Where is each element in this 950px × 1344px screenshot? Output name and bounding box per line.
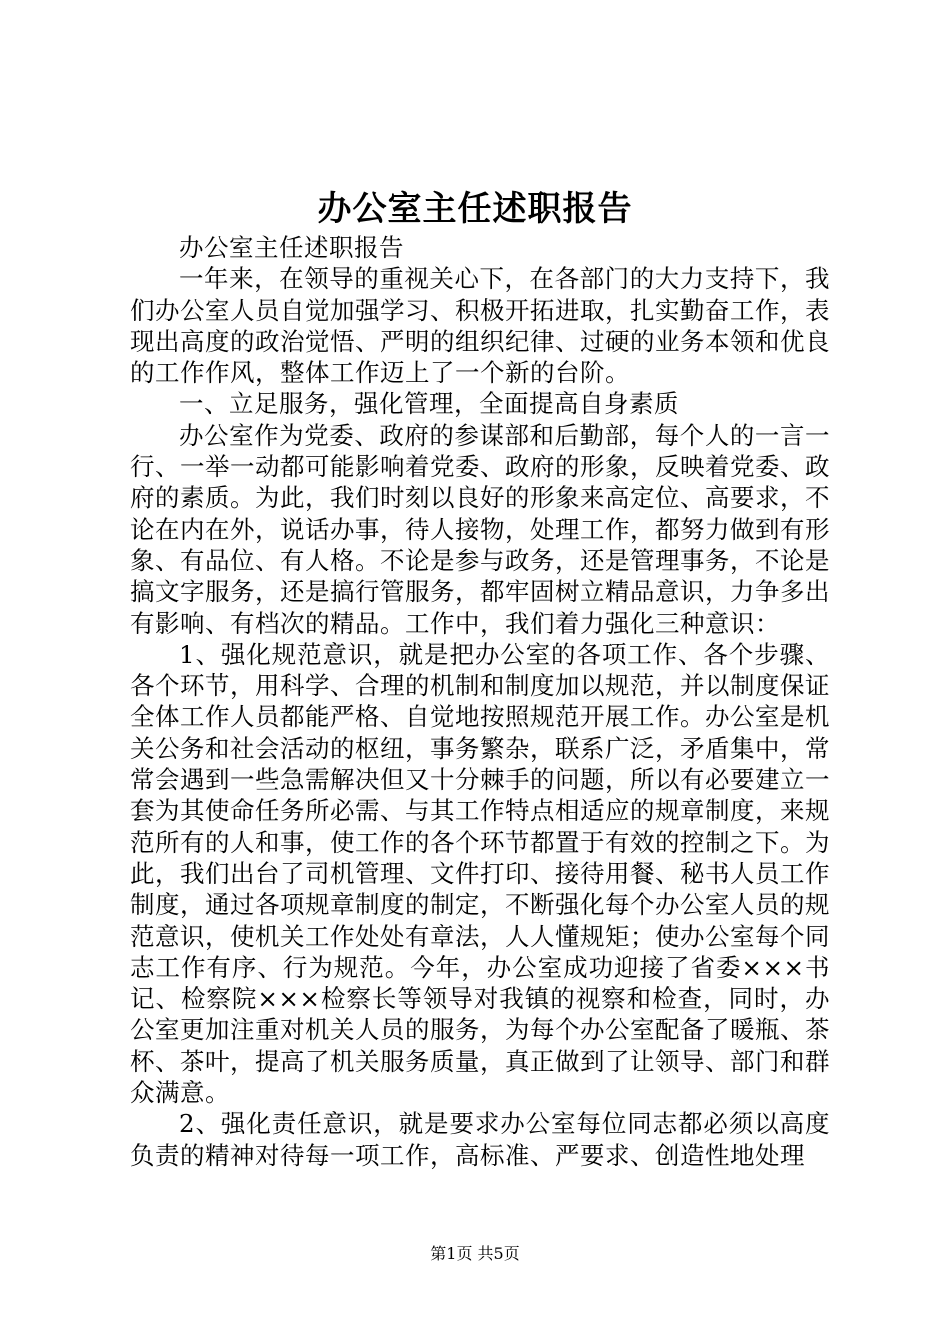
page-number-footer: 第1页 共5页 — [430, 1244, 520, 1263]
document-body — [130, 232, 830, 1171]
paragraph-item-1: 1、强化规范意识，就是把办公室的各项工作、各个步骤、各个环节，用科学、合理的机制和制度加以规范，并以制度保证全体工作人员都能严格、自觉地按照规范开展工作。办公室是机关公务和社会活动的枢纽，事务繁杂，联系广泛，矛盾集中，常常会遇到一些急需解决但又十分棘手的问题，所以有必要建立一套为其使命任务所必需、与其工作特点相适应的规章制度，来规范所有的人和事，使工作的各个环节都置于有效的控制之下。为此，我们出台了司机管理、文件打印、接待用餐、秘书人员工作制度，通过各项规章制度的制定，不断强化每个办公室人员的规范意识，使机关工作处处有章法，人人懂规矩；使办公室每个同志工作有序、行为规范。今年，办公室成功迎接了省委×××书记、检察院×××检察长等领导对我镇的视察和检查，同时，办公室更加注重对机关人员的服务，为每个办公室配备了暖瓶、茶杯、茶叶，提高了机关服务质量，真正做到了让领导、部门和群众满意。 — [130, 639, 830, 1108]
section-heading-1: 一、立足服务，强化管理，全面提高自身素质 — [179, 389, 679, 419]
paragraph-intro: 一年来，在领导的重视关心下，在各部门的大力支持下，我们办公室人员自觉加强学习、积极开拓进取，扎实勤奋工作，表现出高度的政治觉悟、严明的组织纪律、过硬的业务本领和优良的工作作风，整体工作迈上了一个新的台阶。 — [130, 264, 830, 388]
paragraph-section-1: 办公室作为党委、政府的参谋部和后勤部，每个人的一言一行、一举一动都可能影响着党委、政府的形象，反映着党委、政府的素质。为此，我们时刻以良好的形象来高定位、高要求，不论在内在外，说话办事，待人接物，处理工作，都努力做到有形象、有品位、有人格。不论是参与政务，还是管理事务，不论是搞文字服务，还是搞行管服务，都牢固树立精品意识，力争多出有影响、有档次的精品。工作中，我们着力强化三种意识： — [130, 420, 830, 638]
document-title: 办公室主任述职报告 — [317, 189, 633, 229]
paragraph-item-2: 2、强化责任意识，就是要求办公室每位同志都必须以高度负责的精神对待每一项工作，高标准、严要求、创造性地处理 — [130, 1109, 830, 1170]
paragraph-subtitle: 办公室主任述职报告 — [179, 233, 404, 262]
